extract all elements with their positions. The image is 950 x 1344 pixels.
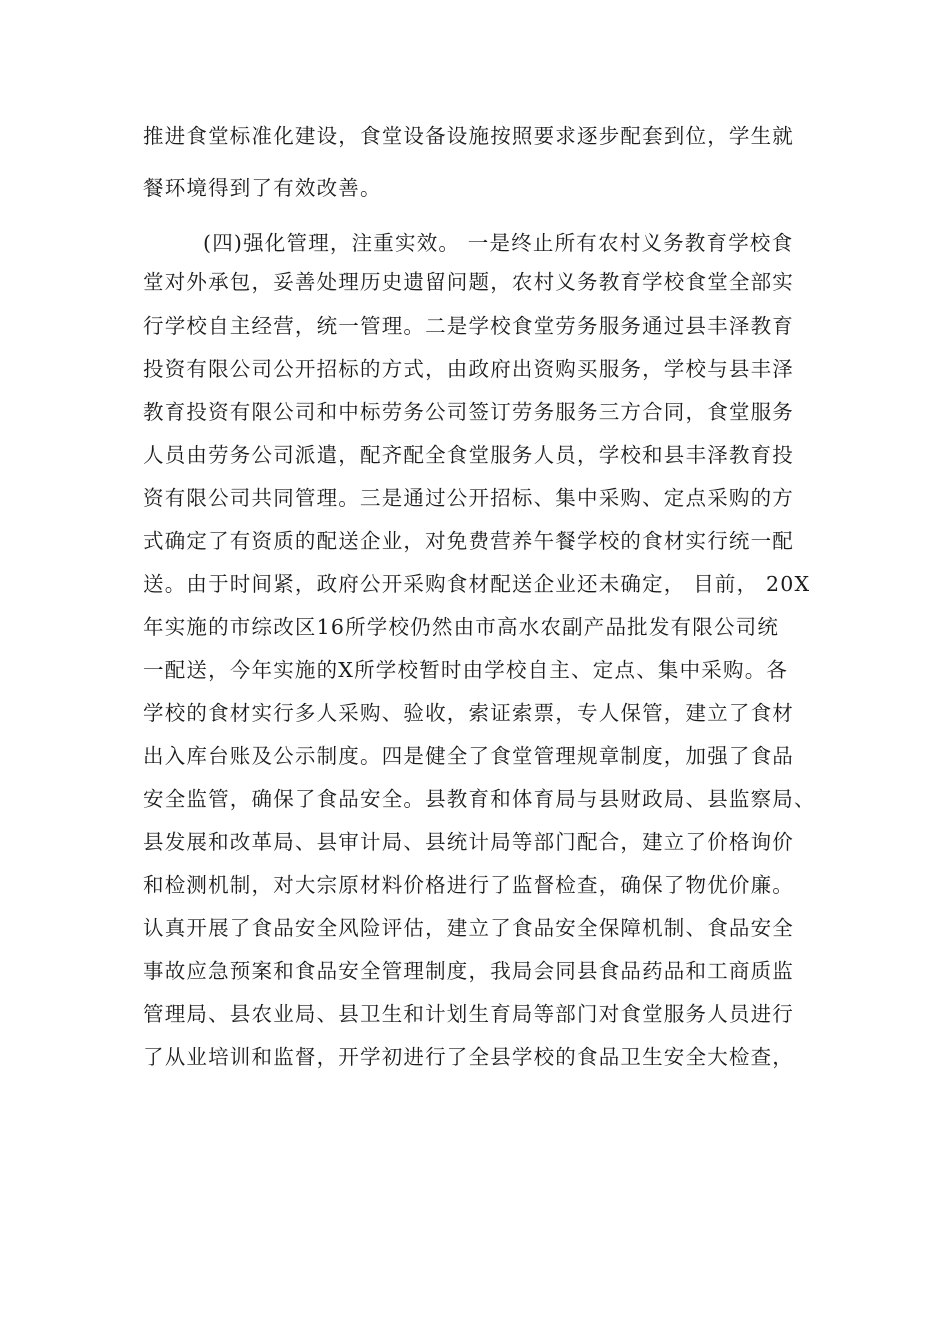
text-line: 行学校自主经营，统一管理。二是学校食堂劳务服务通过县丰泽教育: [143, 314, 794, 338]
text-line: 一配送，今年实施的X所学校暂时由学校自主、定点、集中采购。各: [143, 658, 789, 682]
text-line: 学校的食材实行多人采购、验收，索证索票，专人保管，建立了食材: [143, 701, 794, 725]
text-line: 送。由于时间紧，政府公开采购食材配送企业还未确定， 目前， 20X: [143, 572, 811, 596]
text-line: 教育投资有限公司和中标劳务公司签订劳务服务三方合同，食堂服务: [143, 400, 794, 424]
text-line: 年实施的市综改区16所学校仍然由市高水农副产品批发有限公司统: [143, 615, 780, 639]
text-line: 安全监管，确保了食品安全。县教育和体育局与县财政局、县监察局、: [143, 787, 816, 811]
text-line: 事故应急预案和食品安全管理制度，我局会同县食品药品和工商质监: [143, 959, 794, 983]
text-line: 和检测机制，对大宗原材料价格进行了监督检查，确保了物优价廉。: [143, 873, 794, 897]
text-line: 了从业培训和监督，开学初进行了全县学校的食品卫生安全大检查，: [143, 1045, 794, 1069]
text-line: 管理局、县农业局、县卫生和计划生育局等部门对食堂服务人员进行: [143, 1002, 794, 1026]
text-line: 投资有限公司公开招标的方式，由政府出资购买服务，学校与县丰泽: [143, 357, 794, 381]
section-heading-line: (四)强化管理，注重实效。 一是终止所有农村义务教育学校食: [203, 231, 794, 255]
text-line: 式确定了有资质的配送企业，对免费营养午餐学校的食材实行统一配: [143, 529, 794, 553]
text-line: 堂对外承包，妥善处理历史遗留问题，农村义务教育学校食堂全部实: [143, 270, 794, 294]
text-line: 人员由劳务公司派遣，配齐配全食堂服务人员，学校和县丰泽教育投: [143, 443, 794, 467]
text-line: 认真开展了食品安全风险评估，建立了食品安全保障机制、食品安全: [143, 916, 794, 940]
text-line: 餐环境得到了有效改善。: [143, 176, 382, 200]
text-line: 资有限公司共同管理。三是通过公开招标、集中采购、定点采购的方: [143, 486, 794, 510]
text-line: 推进食堂标准化建设，食堂设备设施按照要求逐步配套到位，学生就: [143, 124, 794, 148]
text-line: 出入库台账及公示制度。四是健全了食堂管理规章制度，加强了食品: [143, 744, 794, 768]
text-line: 县发展和改革局、县审计局、县统计局等部门配合，建立了价格询价: [143, 830, 794, 854]
